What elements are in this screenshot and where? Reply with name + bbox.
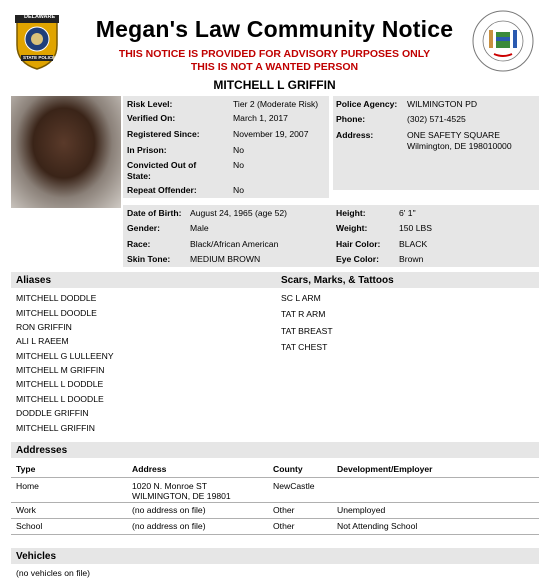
table-divider bbox=[11, 477, 539, 478]
address-type: Home bbox=[16, 481, 39, 491]
convicted-out-of-state-label-2: State: bbox=[127, 171, 151, 181]
column-header-address: Address bbox=[132, 464, 167, 474]
column-header-type: Type bbox=[16, 464, 36, 474]
verified-value: March 1, 2017 bbox=[233, 113, 288, 123]
convicted-out-of-state-value: No bbox=[233, 160, 244, 170]
column-header-employer: Development/Employer bbox=[337, 464, 433, 474]
race-value: Black/African American bbox=[190, 239, 279, 249]
registered-label: Registered Since: bbox=[127, 129, 200, 139]
badge-top-text: DELAWARE bbox=[24, 14, 56, 20]
scar-item: TAT BREAST bbox=[281, 326, 333, 336]
skin-tone-value: MEDIUM BROWN bbox=[190, 254, 261, 264]
agency-address-line2: Wilmington, DE 198010000 bbox=[407, 141, 512, 151]
risk-level-label: Risk Level: bbox=[127, 99, 173, 109]
weight-label: Weight: bbox=[336, 223, 368, 233]
dob-value: August 24, 1965 (age 52) bbox=[190, 208, 287, 218]
scar-item: TAT CHEST bbox=[281, 342, 328, 352]
badge-bottom-text: STATE POLICE bbox=[23, 55, 56, 60]
physical-description-panel bbox=[123, 205, 539, 267]
eye-color-label: Eye Color: bbox=[336, 254, 379, 264]
offender-photo bbox=[11, 96, 121, 208]
table-divider bbox=[11, 502, 539, 503]
page-title: Megan's Law Community Notice bbox=[95, 16, 454, 42]
address-type: School bbox=[16, 521, 43, 531]
scars-heading: Scars, Marks, & Tattoos bbox=[281, 275, 394, 286]
race-label: Race: bbox=[127, 239, 151, 249]
weight-value: 150 LBS bbox=[399, 223, 432, 233]
convicted-out-of-state-label: Convicted Out of bbox=[127, 160, 197, 170]
address-county: Other bbox=[273, 521, 295, 531]
phone-label: Phone: bbox=[336, 114, 366, 124]
address-line1: (no address on file) bbox=[132, 521, 206, 531]
address-line1: (no address on file) bbox=[132, 505, 206, 515]
state-seal-icon bbox=[472, 10, 534, 72]
address-type: Work bbox=[16, 505, 36, 515]
height-value: 6' 1" bbox=[399, 208, 416, 218]
table-divider bbox=[11, 518, 539, 519]
not-wanted-warning: THIS IS NOT A WANTED PERSON bbox=[190, 61, 359, 73]
column-header-county: County bbox=[273, 464, 303, 474]
aliases-heading: Aliases bbox=[16, 275, 52, 286]
addresses-header-bar bbox=[11, 442, 539, 458]
alias-item: MITCHELL DODDLE bbox=[16, 293, 97, 303]
phone-value: (302) 571-4525 bbox=[407, 114, 466, 124]
addresses-heading: Addresses bbox=[16, 445, 68, 456]
gender-value: Male bbox=[190, 223, 209, 233]
repeat-offender-value: No bbox=[233, 185, 244, 195]
gender-label: Gender: bbox=[127, 223, 160, 233]
repeat-offender-label: Repeat Offender: bbox=[127, 185, 197, 195]
address-line1: 1020 N. Monroe ST bbox=[132, 481, 207, 491]
aliases-header-bar bbox=[11, 272, 539, 288]
registered-value: November 19, 2007 bbox=[233, 129, 309, 139]
agency-address-line1: ONE SAFETY SQUARE bbox=[407, 130, 500, 140]
address-line2: WILMINGTON, DE 19801 bbox=[132, 491, 231, 501]
address-county: Other bbox=[273, 505, 295, 515]
alias-item: MITCHELL L DOODLE bbox=[16, 394, 104, 404]
agency-address-label: Address: bbox=[336, 130, 374, 140]
alias-item: MITCHELL GRIFFIN bbox=[16, 423, 95, 433]
hair-color-value: BLACK bbox=[399, 239, 428, 249]
table-divider bbox=[11, 534, 539, 535]
verified-label: Verified On: bbox=[127, 113, 176, 123]
address-employer: Not Attending School bbox=[337, 521, 418, 531]
alias-item: ALI L RAEEM bbox=[16, 336, 69, 346]
advisory-warning: THIS NOTICE IS PROVIDED FOR ADVISORY PURPOSES ONLY bbox=[118, 48, 431, 60]
in-prison-value: No bbox=[233, 145, 244, 155]
vehicles-empty-text: (no vehicles on file) bbox=[16, 568, 91, 578]
height-label: Height: bbox=[336, 208, 366, 218]
address-county: NewCastle bbox=[273, 481, 315, 491]
vehicles-header-bar bbox=[11, 548, 539, 564]
hair-color-label: Hair Color: bbox=[336, 239, 381, 249]
alias-item: MITCHELL DOODLE bbox=[16, 308, 97, 318]
eye-color-value: Brown bbox=[399, 254, 424, 264]
police-agency-value: WILMINGTON PD bbox=[407, 99, 478, 109]
alias-item: RON GRIFFIN bbox=[16, 322, 72, 332]
alias-item: MITCHELL G LULLEENY bbox=[16, 351, 114, 361]
scar-item: SC L ARM bbox=[281, 293, 321, 303]
address-employer: Unemployed bbox=[337, 505, 386, 515]
skin-tone-label: Skin Tone: bbox=[127, 254, 171, 264]
alias-item: MITCHELL L DODDLE bbox=[16, 379, 104, 389]
risk-level-value: Tier 2 (Moderate Risk) bbox=[233, 99, 319, 109]
in-prison-label: In Prison: bbox=[127, 145, 167, 155]
police-agency-label: Police Agency: bbox=[336, 99, 398, 109]
alias-item: DODDLE GRIFFIN bbox=[16, 408, 89, 418]
scar-item: TAT R ARM bbox=[281, 309, 326, 319]
vehicles-heading: Vehicles bbox=[16, 551, 57, 562]
offender-name: MITCHELL L GRIFFIN bbox=[213, 78, 336, 92]
alias-item: MITCHELL M GRIFFIN bbox=[16, 365, 105, 375]
dob-label: Date of Birth: bbox=[127, 208, 182, 218]
